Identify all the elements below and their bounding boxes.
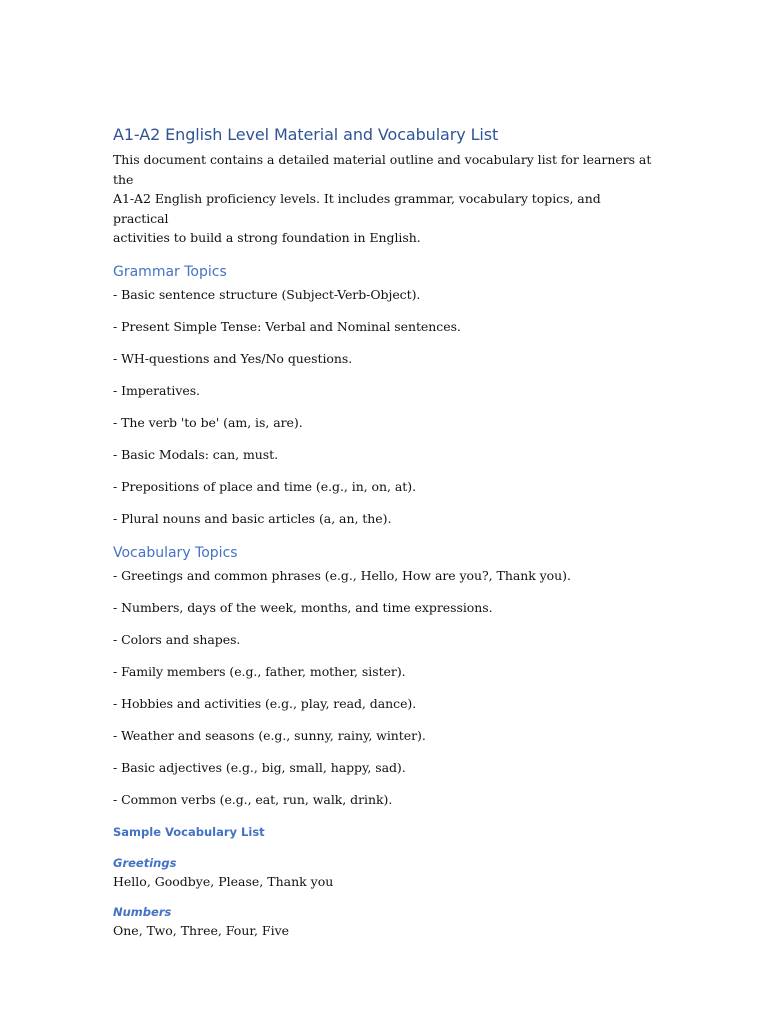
list-item: - The verb 'to be' (am, is, are).: [113, 414, 303, 430]
list-item: - Basic sentence structure (Subject-Verb-Object).: [113, 286, 421, 302]
list-item: - Family members (e.g., father, mother, sister).: [113, 663, 406, 679]
document-page: [113, 124, 653, 940]
list-item: - Hobbies and activities (e.g., play, read, dance).: [113, 695, 417, 711]
vocabulary-topics-heading: Vocabulary Topics: [113, 544, 238, 561]
intro-line: A1-A2 English proficiency levels. It includes grammar, vocabulary topics, and practical: [113, 191, 601, 226]
grammar-topics-heading: Grammar Topics: [113, 263, 227, 280]
vocabulary-topics-list: [113, 566, 653, 810]
intro-line: This document contains a detailed material outline and vocabulary list for learners at the: [113, 152, 652, 187]
numbers-words: One, Two, Three, Four, Five: [113, 922, 290, 938]
list-item: - Weather and seasons (e.g., sunny, rainy, winter).: [113, 727, 426, 743]
intro-paragraph: [113, 150, 653, 248]
list-item: - Prepositions of place and time (e.g., in, on, at).: [113, 478, 416, 494]
greetings-group-heading: Greetings: [113, 855, 177, 870]
list-item: - Colors and shapes.: [113, 631, 241, 647]
list-item: - Basic Modals: can, must.: [113, 446, 279, 462]
list-item: - Greetings and common phrases (e.g., Hello, How are you?, Thank you).: [113, 567, 571, 583]
list-item: - Common verbs (e.g., eat, run, walk, drink).: [113, 791, 393, 807]
grammar-topics-list: [113, 285, 653, 529]
numbers-group-heading: Numbers: [113, 904, 172, 919]
list-item: - Basic adjectives (e.g., big, small, happy, sad).: [113, 759, 406, 775]
list-item: - WH-questions and Yes/No questions.: [113, 350, 353, 366]
intro-line: activities to build a strong foundation in English.: [113, 230, 421, 245]
list-item: - Plural nouns and basic articles (a, an, the).: [113, 510, 392, 526]
list-item: - Imperatives.: [113, 382, 200, 398]
document-title: A1-A2 English Level Material and Vocabulary List: [113, 125, 499, 144]
sample-vocabulary-heading: Sample Vocabulary List: [113, 824, 265, 839]
list-item: - Numbers, days of the week, months, and time expressions.: [113, 599, 493, 615]
greetings-words: Hello, Goodbye, Please, Thank you: [113, 873, 334, 889]
list-item: - Present Simple Tense: Verbal and Nominal sentences.: [113, 318, 461, 334]
